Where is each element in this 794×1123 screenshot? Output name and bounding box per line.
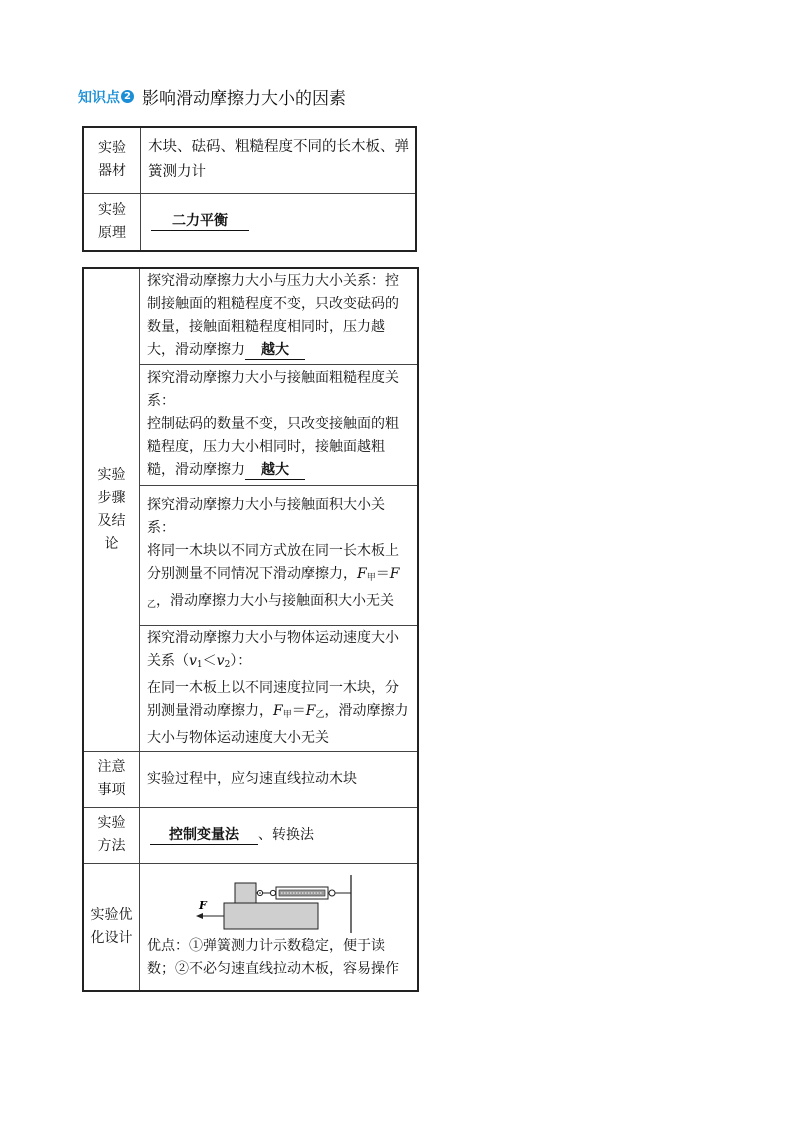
tag-prefix: 知识点 [78, 89, 120, 106]
row-label: 实验 器材 [83, 127, 141, 193]
table-row [83, 807, 418, 863]
method-answer: 控制变量法 [150, 826, 258, 845]
optimize-label: 实验优 化设计 [83, 863, 140, 991]
knowledge-point-tag [78, 87, 134, 107]
table-row [83, 863, 418, 991]
optimize-content [140, 863, 419, 991]
steps-label: 实验 步骤 及结 论 [83, 268, 140, 751]
notice-content: 实验过程中，应匀速直线拉动木块 [140, 751, 419, 807]
experiment-setup-diagram [190, 875, 370, 935]
table-row [83, 268, 418, 364]
step-contact-area: 探究滑动摩擦力大小与接触面积大小关系： 将同一木块以不同方式放在同一长木板上分别测量不同情况下滑动摩擦力，$F_甲=F_乙$，滑动摩擦力大小与接触面积大小无关 [140, 485, 419, 625]
table-row [83, 127, 416, 193]
method-content: 控制变量法 、转换法 [140, 807, 419, 863]
force-label: F [198, 898, 207, 912]
step-speed: 探究滑动摩擦力大小与物体运动速度大小关系$(v_1<v_2)$： 在同一木板上以不同速度拉同一木块，分别测量滑动摩擦力，$F_甲=F_乙$，滑动摩擦力大小与物体运动速度大小无关 [140, 625, 419, 751]
row-label: 实验 原理 [83, 193, 141, 251]
step-pressure: 探究滑动摩擦力大小与压力大小关系：控制接触面的粗糙程度不变，只改变砝码的数量，接触面粗糙程度相同时，压力越大，滑动摩擦力 越大 [140, 268, 419, 364]
equipment-principle-table [82, 126, 417, 252]
section-heading [78, 84, 346, 109]
notice-label: 注意 事项 [83, 751, 140, 807]
table-row [83, 751, 418, 807]
steps-table [82, 267, 419, 992]
section-title: 影响滑动摩擦力大小的因素 [142, 89, 346, 109]
principle-content [141, 193, 417, 251]
method-label: 实验 方法 [83, 807, 140, 863]
table-row [83, 193, 416, 251]
equipment-content: 木块、砝码、粗糙程度不同的长木板、弹簧测力计 [141, 127, 417, 193]
step-roughness: 探究滑动摩擦力大小与接触面粗糙程度关系： 控制砝码的数量不变，只改变接触面的粗糙程度，压力大小相同时，接触面越粗糙，滑动摩擦力 越大 [140, 364, 419, 485]
tag-number-badge: 2 [121, 90, 134, 103]
advantage-text: 优点：①弹簧测力计示数稳定，便于读数；②不必匀速直线拉动木板，容易操作 [147, 937, 399, 977]
step-roughness-answer: 越大 [245, 461, 305, 480]
principle-answer: 二力平衡 [151, 212, 249, 231]
step-pressure-answer: 越大 [245, 341, 305, 360]
